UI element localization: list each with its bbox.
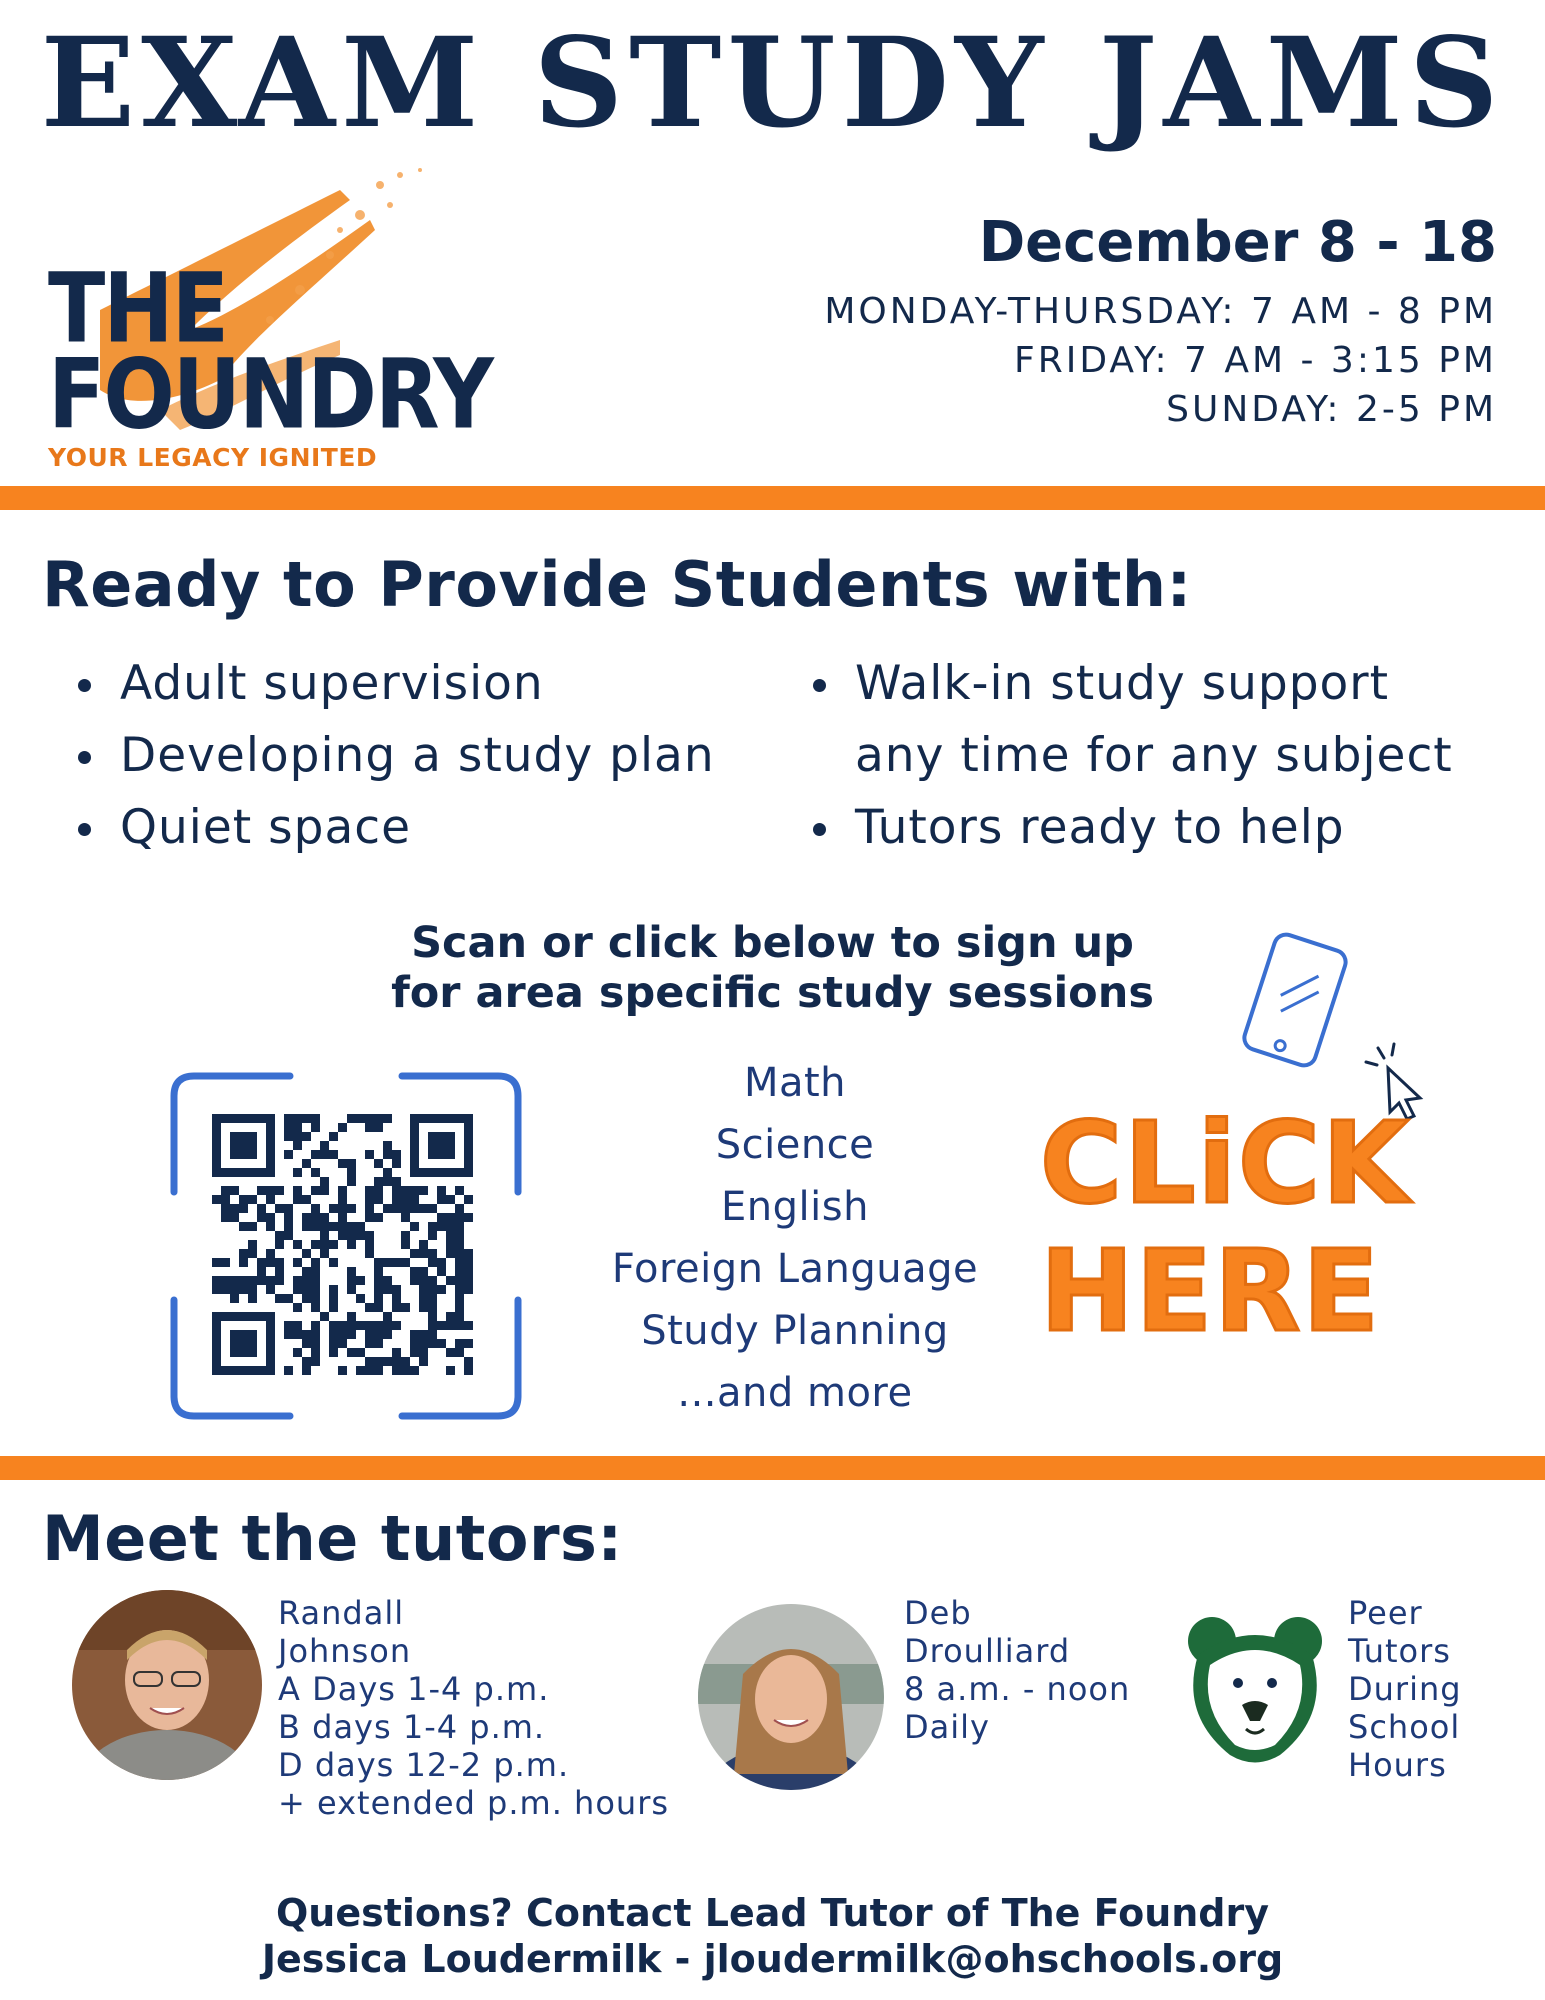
tutor-line: School <box>1348 1708 1461 1746</box>
hours-friday: FRIDAY: 7 AM - 3:15 PM <box>1013 340 1497 381</box>
list-item: Quiet space <box>70 792 715 864</box>
logo-foundry: FOUNDRY <box>48 337 492 451</box>
tutor-line: During <box>1348 1670 1462 1708</box>
contact-line-1: Questions? Contact Lead Tutor of The Foundry <box>275 1891 1270 1935</box>
click-here-line-1: CLiCK <box>1040 1099 1411 1229</box>
foundry-logo <box>40 160 500 480</box>
qr-code-frame[interactable] <box>170 1072 522 1420</box>
tutor-line: Droulliard <box>904 1632 1071 1670</box>
divider-bottom <box>0 1456 1545 1480</box>
contact-line-2[interactable]: Jessica Loudermilk - jloudermilk@ohschools.org <box>261 1937 1284 1981</box>
signup-line-1: Scan or click below to sign up <box>411 918 1134 968</box>
hours-sunday: SUNDAY: 2-5 PM <box>1166 389 1497 430</box>
tutor-randall-info <box>278 1594 669 1822</box>
list-item: any time for any subject <box>855 728 1453 783</box>
subject-item: ...and more <box>677 1370 913 1416</box>
subject-item: English <box>721 1184 869 1230</box>
subject-item: Study Planning <box>641 1308 949 1354</box>
tutor-line: Randall <box>278 1594 405 1632</box>
date-range: December 8 - 18 <box>978 210 1497 275</box>
tutor-line: D days 12-2 p.m. <box>278 1746 570 1784</box>
schedule <box>824 210 1497 434</box>
tutor-line: Daily <box>904 1708 990 1746</box>
tutor-line: A Days 1-4 p.m. <box>278 1670 550 1708</box>
tutor-line: Tutors <box>1348 1632 1451 1670</box>
subject-item: Math <box>743 1060 847 1106</box>
phone-icon <box>1230 930 1360 1070</box>
click-here-button[interactable] <box>1040 1099 1411 1357</box>
list-item: Adult supervision <box>70 648 715 720</box>
subject-item: Foreign Language <box>611 1246 979 1292</box>
tutor-line: Deb <box>904 1594 972 1632</box>
hours-weekday: MONDAY-THURSDAY: 7 AM - 8 PM <box>824 291 1497 332</box>
list-item: Tutors ready to help <box>805 792 1453 864</box>
avatar-randall <box>72 1590 262 1780</box>
provide-heading: Ready to Provide Students with: <box>42 548 1192 621</box>
signup-line-2: for area specific study sessions <box>391 968 1154 1018</box>
click-here-line-2: HERE <box>1040 1227 1381 1357</box>
divider-top <box>0 486 1545 510</box>
page-title: EXAM STUDY JAMS <box>40 11 1505 156</box>
bear-mascot-icon <box>1180 1605 1330 1765</box>
tutor-line: Johnson <box>278 1632 412 1670</box>
logo-tagline: YOUR LEGACY IGNITED <box>48 443 378 472</box>
subject-item: Science <box>715 1122 875 1168</box>
subject-list <box>560 1052 1030 1424</box>
peer-tutors-info <box>1348 1594 1462 1784</box>
list-item: Developing a study plan <box>70 720 715 792</box>
tutor-line: + extended p.m. hours <box>278 1784 670 1822</box>
provide-list-right <box>805 648 1453 864</box>
contact-footer <box>0 1890 1545 1982</box>
provide-list-left <box>70 648 715 864</box>
tutor-line: 8 a.m. - noon <box>904 1670 1131 1708</box>
list-item: Walk-in study support <box>805 648 1453 720</box>
avatar-deb <box>698 1604 884 1790</box>
qr-code-icon[interactable] <box>212 1114 473 1375</box>
tutors-heading: Meet the tutors: <box>42 1502 623 1575</box>
tutor-deb-info <box>904 1594 1130 1746</box>
tutor-line: Hours <box>1348 1746 1447 1784</box>
logo-the: THE <box>48 251 227 365</box>
tutor-line: Peer <box>1348 1594 1423 1632</box>
tutor-line: B days 1-4 p.m. <box>278 1708 546 1746</box>
